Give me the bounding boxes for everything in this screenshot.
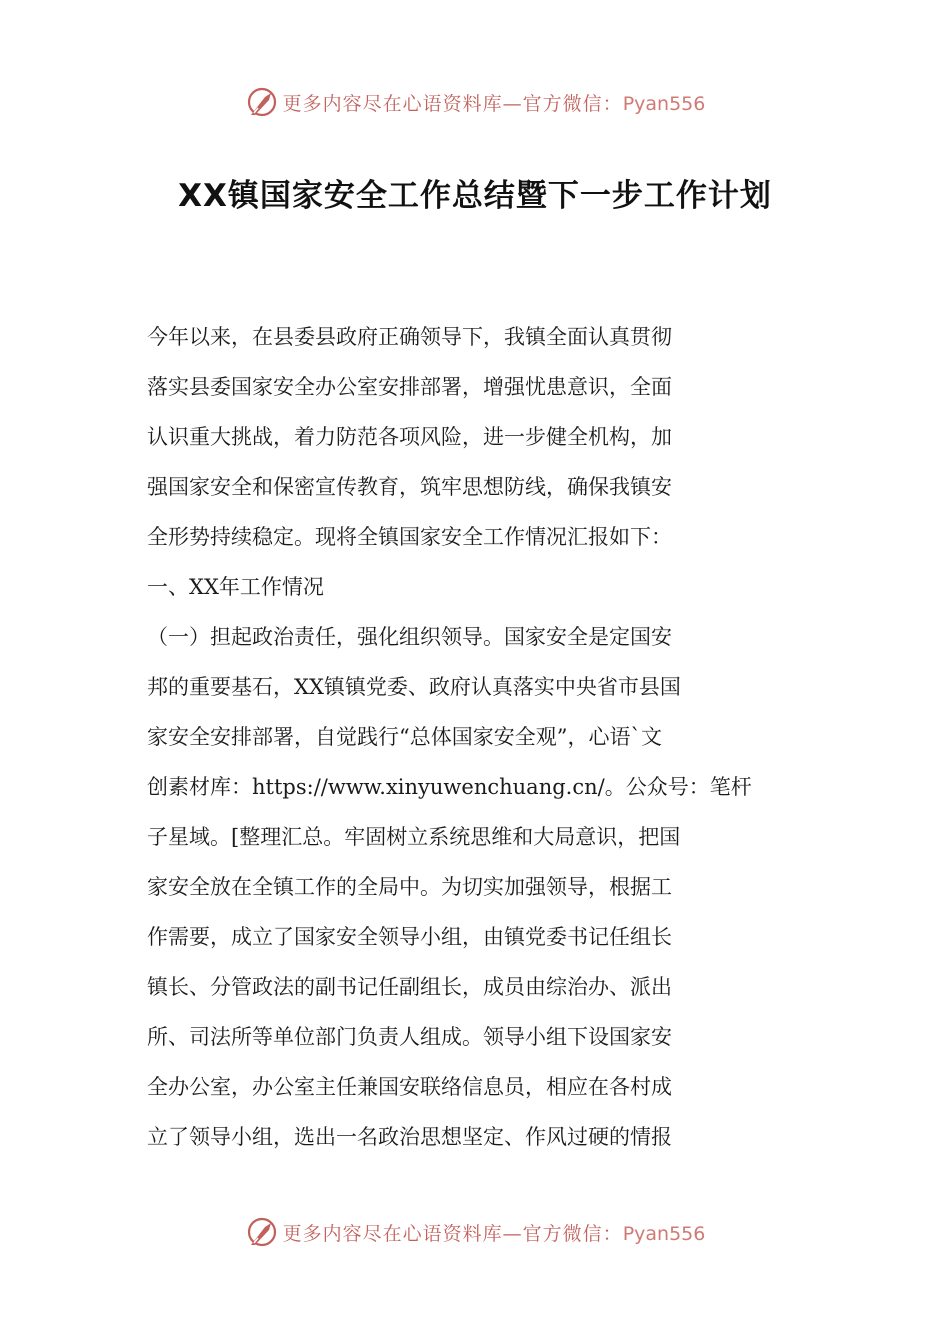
body-line: 立了领导小组，选出一名政治思想坚定、作风过硬的情报	[147, 1125, 672, 1149]
footer-banner	[0, 1212, 950, 1252]
header-banner-text: 更多内容尽在心语资料库—官方微信：Pyan556	[282, 92, 706, 115]
header-banner	[0, 82, 950, 122]
body-line: 认识重大挑战，着力防范各项风险，进一步健全机构，加	[147, 425, 672, 449]
body-line: 今年以来，在县委县政府正确领导下，我镇全面认真贯彻	[147, 325, 672, 349]
body-line: 家安全放在全镇工作的全局中。为切实加强领导，根据工	[147, 875, 672, 899]
body-line: 子星域。[整理汇总。牢固树立系统思维和大局意识，把国	[147, 825, 681, 849]
document-body	[147, 312, 807, 1162]
body-line: 强国家安全和保密宣传教育，筑牢思想防线，确保我镇安	[147, 475, 672, 499]
body-line: 镇长、分管政法的副书记任副组长，成员由综治办、派出	[147, 975, 672, 999]
body-line: 作需要，成立了国家安全领导小组，由镇党委书记任组长	[147, 925, 672, 949]
body-line: 落实县委国家安全办公室安排部署，增强忧患意识，全面	[147, 375, 672, 399]
document-title: XX镇国家安全工作总结暨下一步工作计划	[178, 178, 772, 214]
body-line: 全办公室，办公室主任兼国安联络信息员，相应在各村成	[147, 1075, 672, 1099]
pen-nib-logo-icon	[245, 1215, 279, 1249]
body-line: （一）担起政治责任，强化组织领导。国家安全是定国安	[147, 625, 672, 649]
body-line: 全形势持续稳定。现将全镇国家安全工作情况汇报如下：	[147, 525, 672, 549]
body-line: 一、XX年工作情况	[147, 575, 324, 599]
footer-banner-text: 更多内容尽在心语资料库—官方微信：Pyan556	[282, 1222, 706, 1245]
pen-nib-logo-icon	[245, 85, 279, 119]
body-line: 邦的重要基石，XX镇镇党委、政府认真落实中央省市县国	[147, 675, 681, 699]
body-line: 家安全安排部署，自觉践行“总体国家安全观”，心语`文	[147, 725, 662, 749]
body-line: 创素材库：https://www.xinyuwenchuang.cn/。公众号：笔杆	[147, 775, 752, 799]
body-line: 所、司法所等单位部门负责人组成。领导小组下设国家安	[147, 1025, 672, 1049]
